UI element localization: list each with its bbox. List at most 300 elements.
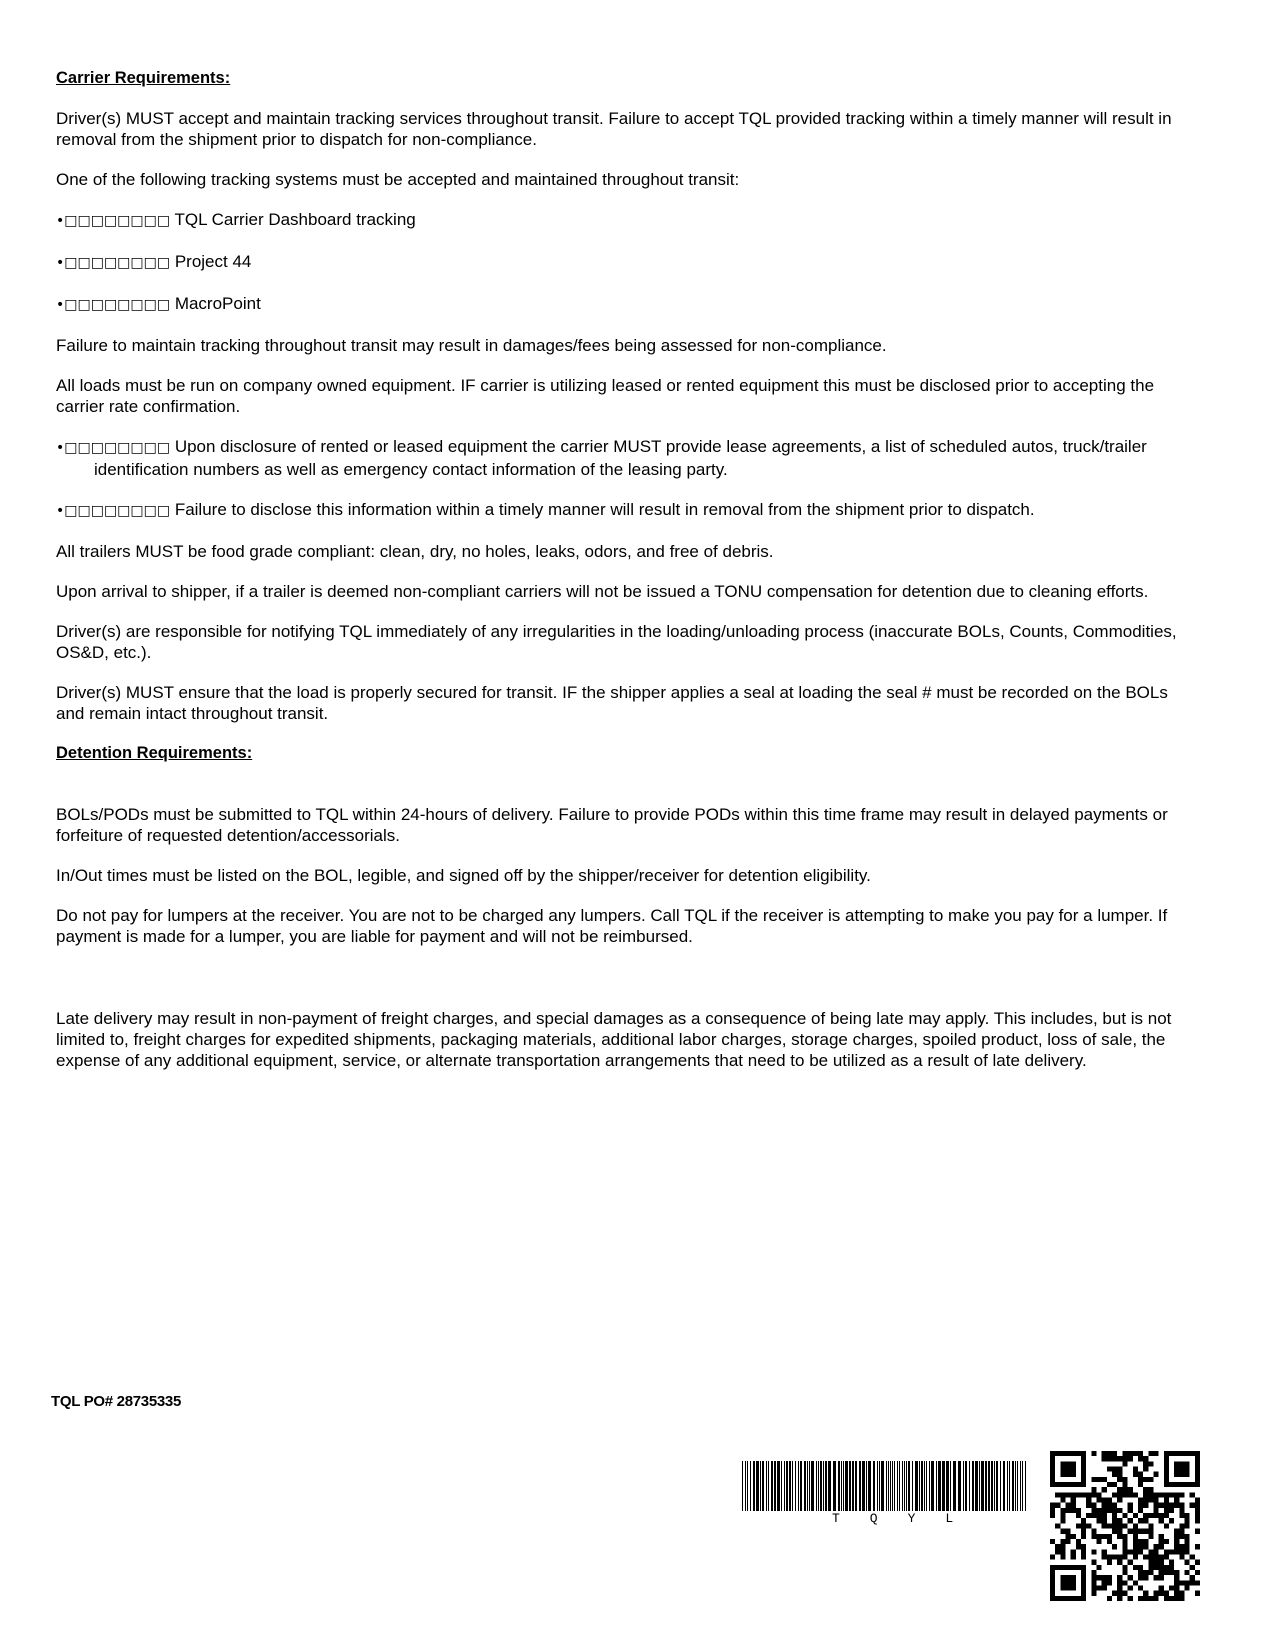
qr-module: [1143, 1575, 1148, 1580]
barcode-bar: [833, 1461, 836, 1511]
qr-module: [1159, 1513, 1164, 1518]
barcode-bar: [897, 1461, 898, 1511]
qr-module: [1060, 1482, 1065, 1487]
qr-module: [1143, 1461, 1148, 1466]
barcode-bar: [1022, 1461, 1023, 1511]
qr-module: [1164, 1503, 1169, 1508]
qr-module: [1159, 1565, 1164, 1570]
qr-module: [1122, 1544, 1127, 1549]
qr-module: [1169, 1518, 1174, 1523]
qr-module: [1050, 1477, 1055, 1482]
qr-module: [1107, 1534, 1112, 1539]
qr-module: [1179, 1596, 1184, 1601]
qr-module: [1143, 1467, 1148, 1472]
qr-module: [1102, 1451, 1107, 1456]
barcode-bar: [1009, 1461, 1010, 1511]
qr-module: [1169, 1596, 1174, 1601]
qr-module: [1076, 1544, 1081, 1549]
carrier-requirements-heading: Carrier Requirements:: [56, 69, 231, 87]
barcode-bar: [908, 1461, 910, 1511]
qr-module: [1071, 1467, 1076, 1472]
qr-module: [1060, 1518, 1065, 1523]
qr-module: [1107, 1580, 1112, 1585]
qr-module: [1097, 1492, 1102, 1497]
qr-module: [1179, 1544, 1184, 1549]
barcode-bar: [904, 1461, 905, 1511]
lumper-paragraph: Do not pay for lumpers at the receiver. You are not to be charged any lumpers. Call TQL if the receiver is attempting to make you pay for a lumper. If payment is made for a lumper, you are liable for payment and will not be reimbursed.: [56, 906, 1168, 946]
qr-module: [1195, 1498, 1200, 1503]
qr-module: [1060, 1492, 1065, 1497]
qr-module: [1195, 1580, 1200, 1585]
food-grade-paragraph: All trailers MUST be food grade compliant: clean, dry, no holes, leaks, odors, and free of debris.: [56, 542, 774, 561]
qr-module: [1097, 1498, 1102, 1503]
barcode-bar: [845, 1461, 848, 1511]
barcode-bar: [849, 1461, 851, 1511]
barcode-bar: [742, 1461, 743, 1511]
qr-module: [1086, 1492, 1091, 1497]
qr-module: [1184, 1467, 1189, 1472]
qr-module: [1055, 1451, 1060, 1456]
qr-module: [1081, 1456, 1086, 1461]
qr-module: [1195, 1529, 1200, 1534]
qr-module: [1153, 1503, 1158, 1508]
barcode-bar: [969, 1461, 970, 1511]
qr-module: [1071, 1498, 1076, 1503]
barcode-bar: [1000, 1461, 1001, 1511]
qr-module: [1081, 1596, 1086, 1601]
qr-module: [1184, 1461, 1189, 1466]
barcode-caption: TQYL: [832, 1511, 984, 1526]
qr-module: [1179, 1554, 1184, 1559]
qr-module: [1128, 1456, 1133, 1461]
barcode-bar: [996, 1461, 998, 1511]
qr-module: [1195, 1518, 1200, 1523]
qr-module: [1179, 1451, 1184, 1456]
qr-module: [1076, 1451, 1081, 1456]
qr-module: [1112, 1508, 1117, 1513]
qr-module: [1091, 1570, 1096, 1575]
qr-module: [1091, 1487, 1096, 1492]
qr-module: [1081, 1544, 1086, 1549]
qr-module: [1184, 1549, 1189, 1554]
qr-module: [1102, 1534, 1107, 1539]
qr-module: [1153, 1596, 1158, 1601]
qr-module: [1179, 1529, 1184, 1534]
qr-module: [1071, 1549, 1076, 1554]
qr-module: [1122, 1477, 1127, 1482]
barcode-bar: [1020, 1461, 1021, 1511]
barcode-bar: [892, 1461, 893, 1511]
qr-module: [1050, 1467, 1055, 1472]
qr-module: [1066, 1492, 1071, 1497]
qr-module: [1143, 1477, 1148, 1482]
qr-module: [1184, 1560, 1189, 1565]
barcode-bar: [811, 1461, 814, 1511]
qr-module: [1102, 1508, 1107, 1513]
qr-module: [1081, 1534, 1086, 1539]
qr-module: [1128, 1503, 1133, 1508]
qr-module: [1169, 1451, 1174, 1456]
qr-module: [1138, 1451, 1143, 1456]
qr-module: [1148, 1451, 1153, 1456]
qr-module: [1071, 1580, 1076, 1585]
qr-module: [1164, 1461, 1169, 1466]
qr-module: [1086, 1503, 1091, 1508]
qr-module: [1050, 1554, 1055, 1559]
barcode-bar: [981, 1461, 984, 1511]
qr-module: [1138, 1565, 1143, 1570]
barcode-bar: [745, 1461, 746, 1511]
leased-equipment-item: [56, 436, 1196, 480]
qr-module: [1159, 1585, 1164, 1590]
qr-module: [1060, 1585, 1065, 1590]
qr-module: [1148, 1565, 1153, 1570]
qr-module: [1169, 1585, 1174, 1590]
qr-module: [1102, 1554, 1107, 1559]
pod-submission-paragraph: BOLs/PODs must be submitted to TQL within 24-hours of delivery. Failure to provide PODs within this time frame may result in delayed payments or forfeiture of requested detention/accessorials.: [56, 805, 1168, 845]
qr-module: [1097, 1565, 1102, 1570]
qr-module: [1112, 1529, 1117, 1534]
qr-module: [1081, 1461, 1086, 1466]
qr-module: [1153, 1451, 1158, 1456]
barcode-bar: [1017, 1461, 1018, 1511]
qr-module: [1107, 1554, 1112, 1559]
qr-module: [1164, 1492, 1169, 1497]
qr-module: [1184, 1585, 1189, 1590]
qr-module: [1122, 1570, 1127, 1575]
barcode-bar: [855, 1461, 857, 1511]
qr-module: [1159, 1503, 1164, 1508]
qr-module: [1133, 1492, 1138, 1497]
qr-module: [1055, 1482, 1060, 1487]
barcode-bar: [816, 1461, 817, 1511]
qr-module: [1190, 1492, 1195, 1497]
qr-module: [1060, 1580, 1065, 1585]
qr-module: [1159, 1492, 1164, 1497]
qr-module: [1055, 1565, 1060, 1570]
qr-module: [1195, 1477, 1200, 1482]
qr-module: [1195, 1456, 1200, 1461]
qr-module: [1195, 1472, 1200, 1477]
qr-module: [1060, 1544, 1065, 1549]
qr-module: [1066, 1472, 1071, 1477]
qr-module: [1091, 1575, 1096, 1580]
qr-module: [1133, 1544, 1138, 1549]
qr-module: [1148, 1596, 1153, 1601]
qr-module: [1081, 1492, 1086, 1497]
qr-module: [1076, 1492, 1081, 1497]
qr-module: [1122, 1539, 1127, 1544]
barcode-bar: [1003, 1461, 1005, 1511]
qr-module: [1195, 1482, 1200, 1487]
qr-module: [1138, 1498, 1143, 1503]
qr-module: [1117, 1585, 1122, 1590]
qr-module: [1153, 1472, 1158, 1477]
barcode-bar: [756, 1461, 759, 1511]
qr-module: [1159, 1575, 1164, 1580]
qr-module: [1159, 1518, 1164, 1523]
qr-module: [1112, 1518, 1117, 1523]
qr-module: [1164, 1451, 1169, 1456]
qr-module: [1128, 1575, 1133, 1580]
barcode-bar: [931, 1461, 934, 1511]
qr-module: [1195, 1451, 1200, 1456]
qr-module: [1081, 1554, 1086, 1559]
qr-module: [1138, 1544, 1143, 1549]
qr-module: [1122, 1565, 1127, 1570]
qr-module: [1066, 1451, 1071, 1456]
qr-module: [1097, 1477, 1102, 1482]
qr-module: [1107, 1508, 1112, 1513]
qr-module: [1133, 1534, 1138, 1539]
qr-module: [1112, 1492, 1117, 1497]
qr-module: [1174, 1467, 1179, 1472]
qr-module: [1117, 1456, 1122, 1461]
qr-module: [1179, 1492, 1184, 1497]
qr-module: [1169, 1570, 1174, 1575]
barcode-bar: [979, 1461, 980, 1511]
qr-module: [1071, 1503, 1076, 1508]
qr-module: [1133, 1472, 1138, 1477]
qr-module: [1122, 1591, 1127, 1596]
qr-module: [1112, 1554, 1117, 1559]
qr-module: [1066, 1534, 1071, 1539]
qr-module: [1117, 1575, 1122, 1580]
qr-module: [1179, 1461, 1184, 1466]
qr-module: [1091, 1580, 1096, 1585]
qr-module: [1071, 1461, 1076, 1466]
qr-module: [1128, 1508, 1133, 1513]
qr-module: [1081, 1549, 1086, 1554]
qr-module: [1081, 1570, 1086, 1575]
qr-module: [1071, 1596, 1076, 1601]
qr-module: [1112, 1513, 1117, 1518]
qr-module: [1195, 1544, 1200, 1549]
spacer: [56, 783, 1196, 804]
qr-module: [1107, 1498, 1112, 1503]
barcode-bar: [809, 1461, 810, 1511]
qr-module: [1091, 1549, 1096, 1554]
qr-module: [1060, 1461, 1065, 1466]
qr-module: [1190, 1451, 1195, 1456]
qr-module: [1102, 1580, 1107, 1585]
qr-module: [1169, 1492, 1174, 1497]
spacer: [56, 966, 1196, 1008]
qr-module: [1097, 1534, 1102, 1539]
qr-module: [1086, 1498, 1091, 1503]
barcode-bar: [818, 1461, 819, 1511]
qr-module: [1138, 1456, 1143, 1461]
qr-module: [1174, 1482, 1179, 1487]
qr-module: [1050, 1565, 1055, 1570]
qr-module: [1159, 1591, 1164, 1596]
qr-module: [1122, 1580, 1127, 1585]
qr-module: [1184, 1523, 1189, 1528]
barcode-bar: [841, 1461, 842, 1511]
bullet-glyph: •□□□□□□□□: [56, 503, 171, 519]
qr-module: [1066, 1508, 1071, 1513]
barcode-bar: [873, 1461, 875, 1511]
barcode-bar: [786, 1461, 788, 1511]
qr-module: [1195, 1570, 1200, 1575]
qr-module: [1153, 1560, 1158, 1565]
qr-module: [1076, 1513, 1081, 1518]
tracking-acceptance-paragraph: Driver(s) MUST accept and maintain tracking services throughout transit. Failure to accept TQL provided tracking within a timely manner will result in removal from the shipment prior to dispatch for non-compliance.: [56, 109, 1172, 149]
qr-module: [1081, 1580, 1086, 1585]
qr-module: [1060, 1498, 1065, 1503]
tonu-paragraph: Upon arrival to shipper, if a trailer is deemed non-compliant carriers will not be issued a TONU compensation for detention due to cleaning efforts.: [56, 582, 1149, 601]
qr-module: [1179, 1482, 1184, 1487]
barcode-bar: [859, 1461, 861, 1511]
qr-module: [1117, 1487, 1122, 1492]
qr-module: [1195, 1461, 1200, 1466]
qr-module: [1184, 1580, 1189, 1585]
barcode-bar: [994, 1461, 995, 1511]
qr-module: [1174, 1596, 1179, 1601]
qr-module: [1153, 1508, 1158, 1513]
qr-module: [1050, 1513, 1055, 1518]
qr-module: [1112, 1456, 1117, 1461]
qr-module: [1148, 1534, 1153, 1539]
qr-module: [1097, 1513, 1102, 1518]
barcode-bar: [946, 1461, 949, 1511]
barcode-bar: [950, 1461, 951, 1511]
qr-module: [1117, 1518, 1122, 1523]
qr-module: [1164, 1508, 1169, 1513]
qr-module: [1138, 1477, 1143, 1482]
qr-module: [1174, 1580, 1179, 1585]
qr-module: [1133, 1539, 1138, 1544]
barcode-bar: [820, 1461, 822, 1511]
qr-module: [1179, 1549, 1184, 1554]
qr-module: [1143, 1554, 1148, 1559]
qr-module: [1102, 1477, 1107, 1482]
qr-module: [1050, 1580, 1055, 1585]
qr-module: [1091, 1513, 1096, 1518]
qr-module: [1081, 1477, 1086, 1482]
qr-module: [1081, 1482, 1086, 1487]
qr-module: [1184, 1544, 1189, 1549]
qr-module: [1174, 1492, 1179, 1497]
qr-module: [1050, 1482, 1055, 1487]
qr-module: [1076, 1539, 1081, 1544]
qr-module: [1091, 1492, 1096, 1497]
qr-module: [1143, 1513, 1148, 1518]
qr-module: [1184, 1451, 1189, 1456]
qr-module: [1117, 1596, 1122, 1601]
qr-module: [1174, 1570, 1179, 1575]
barcode-bar: [843, 1461, 844, 1511]
qr-module: [1190, 1565, 1195, 1570]
qr-module: [1169, 1560, 1174, 1565]
qr-module: [1122, 1534, 1127, 1539]
barcode-bar: [789, 1461, 791, 1511]
qr-module: [1107, 1560, 1112, 1565]
qr-module: [1122, 1456, 1127, 1461]
qr-module: [1102, 1498, 1107, 1503]
barcode-bar: [1025, 1461, 1026, 1511]
barcode-bar: [902, 1461, 903, 1511]
qr-module: [1081, 1585, 1086, 1590]
qr-module: [1102, 1518, 1107, 1523]
qr-module: [1076, 1565, 1081, 1570]
barcode-bar: [915, 1461, 918, 1511]
qr-module: [1081, 1467, 1086, 1472]
qr-module: [1107, 1539, 1112, 1544]
barcode-bar: [1015, 1461, 1016, 1511]
qr-module: [1148, 1549, 1153, 1554]
qr-module: [1148, 1554, 1153, 1559]
qr-module: [1190, 1575, 1195, 1580]
barcode-bars: [742, 1461, 1027, 1511]
qr-module: [1050, 1461, 1055, 1466]
qr-module: [1112, 1523, 1117, 1528]
barcode-bar: [852, 1461, 854, 1511]
qr-module: [1060, 1554, 1065, 1559]
bullet-glyph: •□□□□□□□□: [56, 297, 171, 313]
bullet-glyph: •□□□□□□□□: [56, 440, 171, 456]
qr-module: [1174, 1539, 1179, 1544]
detention-requirements-heading: Detention Requirements:: [56, 744, 253, 762]
qr-module: [1164, 1477, 1169, 1482]
qr-module: [1179, 1591, 1184, 1596]
qr-module: [1060, 1513, 1065, 1518]
qr-module: [1143, 1503, 1148, 1508]
qr-module: [1122, 1451, 1127, 1456]
qr-module: [1102, 1523, 1107, 1528]
qr-module: [1190, 1554, 1195, 1559]
qr-module: [1117, 1477, 1122, 1482]
qr-module: [1184, 1539, 1189, 1544]
qr-module: [1086, 1523, 1091, 1528]
barcode-bar: [972, 1461, 974, 1511]
barcode-bar: [975, 1461, 978, 1511]
qr-module: [1060, 1529, 1065, 1534]
qr-module: [1143, 1544, 1148, 1549]
barcode-bar: [792, 1461, 793, 1511]
qr-module: [1091, 1451, 1096, 1456]
qr-module: [1060, 1472, 1065, 1477]
qr-module: [1091, 1477, 1096, 1482]
qr-module: [1179, 1503, 1184, 1508]
qr-module: [1107, 1482, 1112, 1487]
qr-module: [1164, 1482, 1169, 1487]
barcode-bar: [985, 1461, 987, 1511]
barcode-bar: [877, 1461, 878, 1511]
qr-module: [1174, 1461, 1179, 1466]
qr-module: [1143, 1596, 1148, 1601]
qr-module: [1112, 1503, 1117, 1508]
qr-module: [1066, 1529, 1071, 1534]
qr-module: [1091, 1529, 1096, 1534]
qr-module: [1102, 1487, 1107, 1492]
qr-module: [1153, 1492, 1158, 1497]
qr-module: [1153, 1565, 1158, 1570]
qr-module: [1097, 1518, 1102, 1523]
qr-module: [1179, 1523, 1184, 1528]
qr-module: [1055, 1492, 1060, 1497]
qr-module: [1055, 1544, 1060, 1549]
barcode-bar: [784, 1461, 785, 1511]
tracking-option-label: TQL Carrier Dashboard tracking: [174, 210, 416, 229]
qr-module: [1164, 1591, 1169, 1596]
qr-module: [1195, 1508, 1200, 1513]
qr-module: [1128, 1560, 1133, 1565]
barcode-bar: [936, 1461, 937, 1511]
qr-module: [1128, 1596, 1133, 1601]
qr-module: [1169, 1482, 1174, 1487]
tracking-option-label: MacroPoint: [174, 294, 261, 313]
